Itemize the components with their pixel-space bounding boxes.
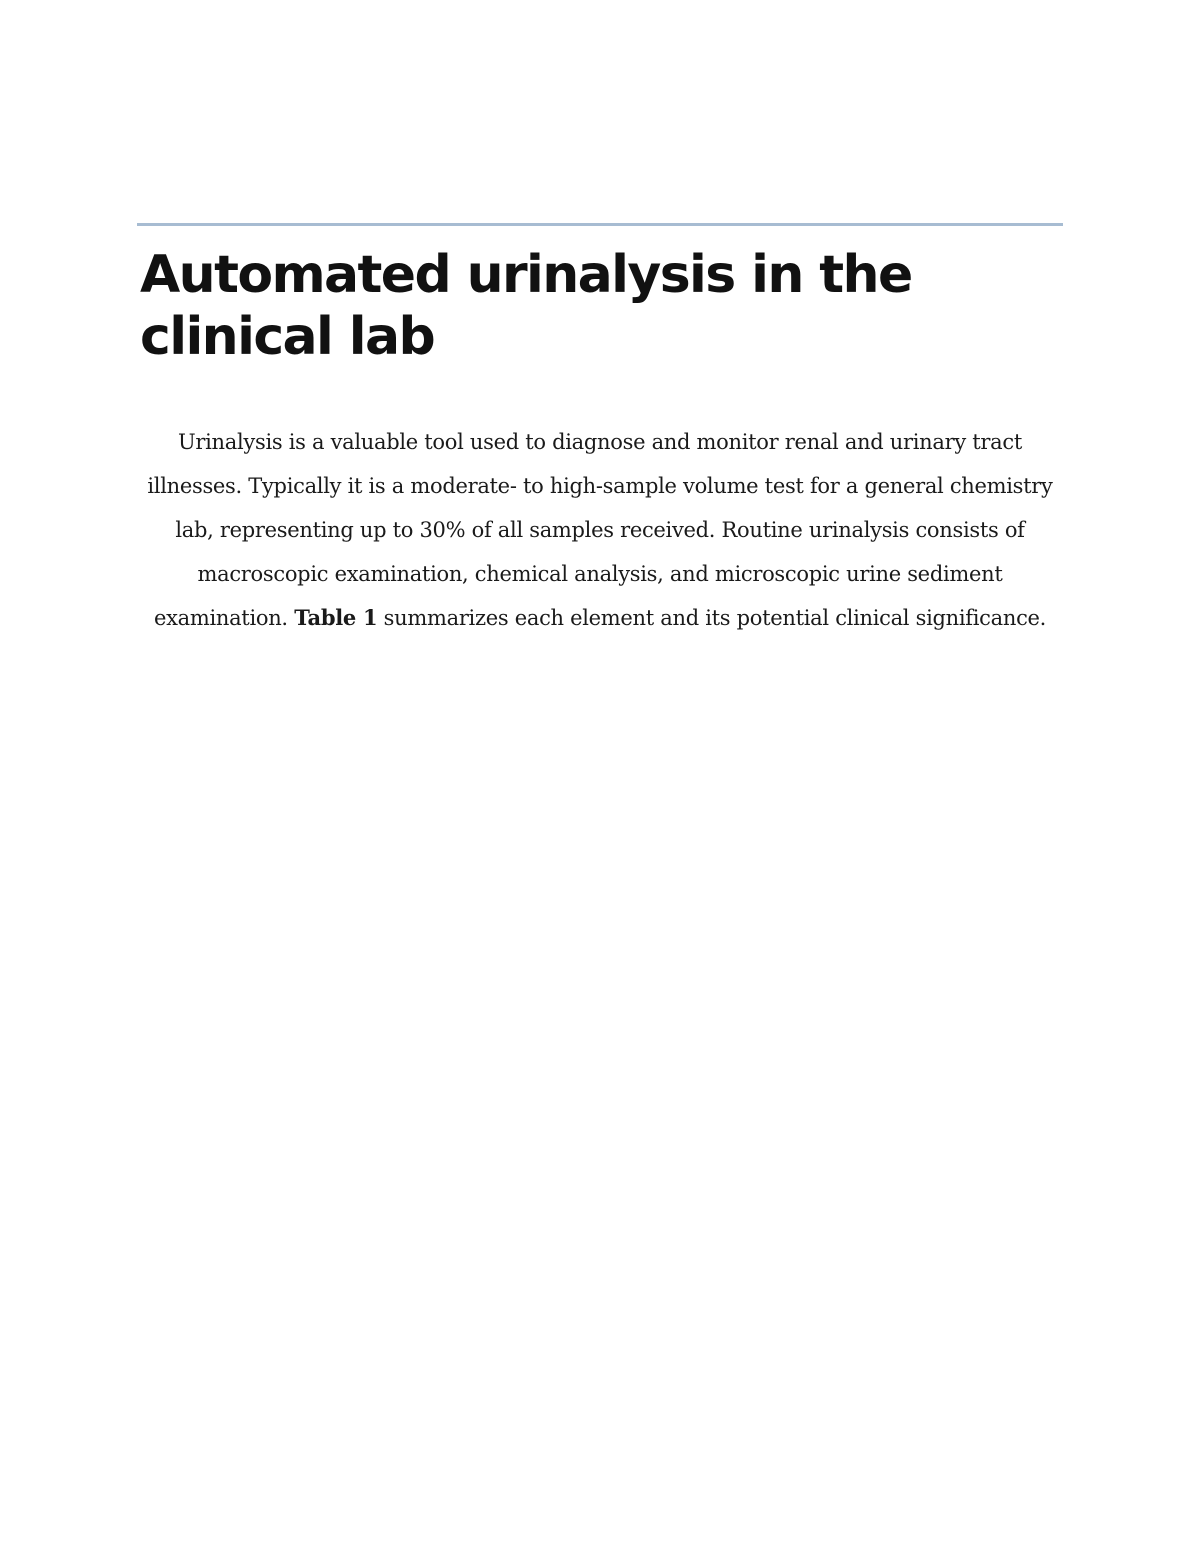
paragraph-text-part1: Urinalysis is a valuable tool used to diagnose and monitor renal and urinary tract illnesses. Typically it is a moderate- to high-sample volume test for a general chemistry lab, representing up to 30% of all samples received. Routine urinalysis consists of macroscopic examination, chemical analysis, and microscopic urine sediment examination. [147, 430, 1053, 630]
document-title: Automated urinalysis in the clinical lab [140, 245, 912, 367]
paragraph-text-part2: summarizes each element and its potential clinical significance. [383, 606, 1047, 630]
table-reference: Table 1 [294, 605, 378, 630]
intro-paragraph [140, 420, 1060, 640]
title-divider-rule [137, 223, 1063, 226]
